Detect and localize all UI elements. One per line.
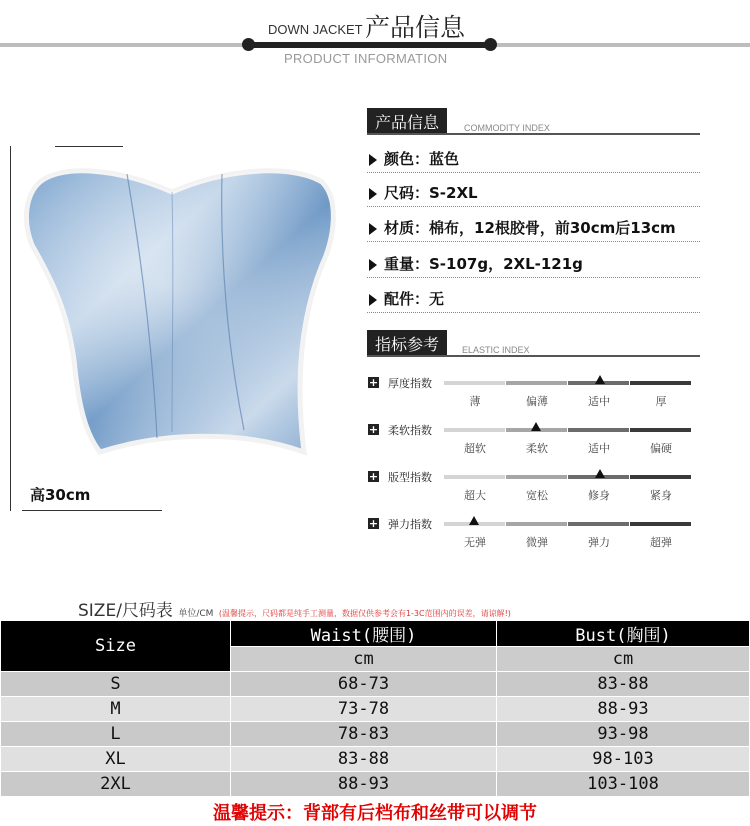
info-text: 颜色：蓝色: [384, 150, 460, 168]
index-tick-label: 超软: [464, 442, 486, 455]
cell-size: M: [1, 697, 231, 722]
index-name: 版型指数: [388, 471, 432, 484]
index-name: 弹力指数: [388, 518, 432, 531]
index-tick-label: 适中: [588, 442, 610, 455]
cell-size: L: [1, 722, 231, 747]
index-bar-segment: [506, 475, 567, 479]
index-bar-segment: [444, 428, 505, 432]
index-tick-label: 宽松: [526, 489, 548, 502]
table-header-row: [1, 621, 750, 647]
unit-bust: cm: [497, 647, 750, 672]
cell-bust: 98-103: [497, 747, 750, 772]
index-tick-label: 紧身: [650, 489, 672, 502]
index-tick-label: 超大: [464, 489, 486, 502]
bullet-triangle-icon: [369, 259, 377, 271]
info-text: 配件：无: [384, 290, 445, 308]
index-bar-segment: [630, 475, 691, 479]
index-bar-segment: [506, 381, 567, 385]
index-bar-segment: [630, 381, 691, 385]
index-marker-icon: [531, 422, 541, 431]
index-bar-segment: [630, 522, 691, 526]
product-image: [22, 160, 340, 470]
plus-icon: +: [368, 423, 379, 436]
index-bar-segment: [444, 381, 505, 385]
plus-icon: +: [368, 470, 379, 483]
bullet-triangle-icon: [369, 294, 377, 306]
bullet-triangle-icon: [369, 154, 377, 166]
height-label: 高30cm: [30, 486, 91, 504]
table-row: [1, 772, 750, 797]
cell-bust: 83-88: [497, 672, 750, 697]
elastic-english: ELASTIC INDEX: [462, 345, 530, 355]
info-row-size: [367, 181, 700, 207]
cell-size: 2XL: [1, 772, 231, 797]
info-row-accessory: [367, 287, 700, 313]
index-tick-label: 弹力: [588, 536, 610, 549]
index-marker-icon: [595, 375, 605, 384]
index-marker-icon: [595, 469, 605, 478]
cell-bust: 103-108: [497, 772, 750, 797]
header-subtitle: PRODUCT INFORMATION: [284, 51, 448, 66]
plus-icon: +: [368, 376, 379, 389]
header-dot-right: [484, 38, 497, 51]
size-table: [0, 620, 750, 797]
unit-waist: cm: [231, 647, 497, 672]
cell-waist: 88-93: [231, 772, 497, 797]
cell-waist: 83-88: [231, 747, 497, 772]
cell-waist: 78-83: [231, 722, 497, 747]
commodity-english: COMMODITY INDEX: [464, 123, 550, 133]
index-bar-segment: [630, 428, 691, 432]
header-dot-left: [242, 38, 255, 51]
index-marker-icon: [469, 516, 479, 525]
info-row-material: [367, 216, 700, 242]
index-bar-segment: [568, 522, 629, 526]
index-tick-label: 厚: [655, 395, 667, 408]
bullet-triangle-icon: [369, 188, 377, 200]
size-table-title: [78, 596, 511, 621]
info-text: 材质：棉布，12根胶骨，前30cm后13cm: [384, 219, 676, 237]
index-bar-segment: [444, 475, 505, 479]
elastic-rule: [367, 355, 700, 357]
bullet-triangle-icon: [369, 223, 377, 235]
cell-size: XL: [1, 747, 231, 772]
header-size: Size: [1, 621, 231, 672]
plus-icon: +: [368, 517, 379, 530]
height-dimension-bottom: [22, 510, 162, 511]
index-tick-label: 超弹: [650, 536, 672, 549]
index-tick-label: 无弹: [464, 536, 486, 549]
index-name: 厚度指数: [388, 377, 432, 390]
index-tick-label: 薄: [469, 395, 481, 408]
header-title: 产品信息: [365, 13, 466, 42]
index-tick-label: 偏薄: [526, 395, 548, 408]
index-tick-label: 微弹: [526, 536, 548, 549]
commodity-tab: 产品信息: [367, 108, 447, 133]
height-dimension-line: [10, 146, 11, 511]
info-row-weight: [367, 252, 700, 278]
table-row: [1, 747, 750, 772]
info-text: 重量：S-107g，2XL-121g: [384, 255, 583, 273]
header-waist: Waist(腰围): [231, 621, 497, 647]
size-unit: 单位/CM: [178, 609, 214, 619]
index-bar-segment: [506, 522, 567, 526]
index-tick-label: 适中: [588, 395, 610, 408]
index-tick-label: 柔软: [526, 442, 548, 455]
cell-waist: 73-78: [231, 697, 497, 722]
adjustment-tip: 温馨提示：背部有后档布和丝带可以调节: [213, 803, 537, 824]
cell-waist: 68-73: [231, 672, 497, 697]
index-name: 柔软指数: [388, 424, 432, 437]
info-text: 尺码：S-2XL: [384, 184, 478, 202]
elastic-tab: 指标参考: [367, 330, 447, 355]
height-dimension-top: [55, 146, 123, 147]
table-row: [1, 697, 750, 722]
index-bar-segment: [568, 428, 629, 432]
table-row: [1, 672, 750, 697]
size-note: (温馨提示，尺码都是纯手工测量，数据仅供参考会有1-3C范围内的误差，请谅解!): [218, 609, 511, 618]
table-row: [1, 722, 750, 747]
header-bust: Bust(胸围): [497, 621, 750, 647]
header-english: DOWN JACKET: [268, 22, 363, 37]
cell-bust: 88-93: [497, 697, 750, 722]
commodity-rule: [367, 133, 700, 135]
index-tick-label: 修身: [588, 489, 610, 502]
cell-size: S: [1, 672, 231, 697]
size-title-text: SIZE/尺码表: [78, 601, 173, 621]
cell-bust: 93-98: [497, 722, 750, 747]
index-tick-label: 偏硬: [650, 442, 672, 455]
info-row-color: [367, 147, 700, 173]
